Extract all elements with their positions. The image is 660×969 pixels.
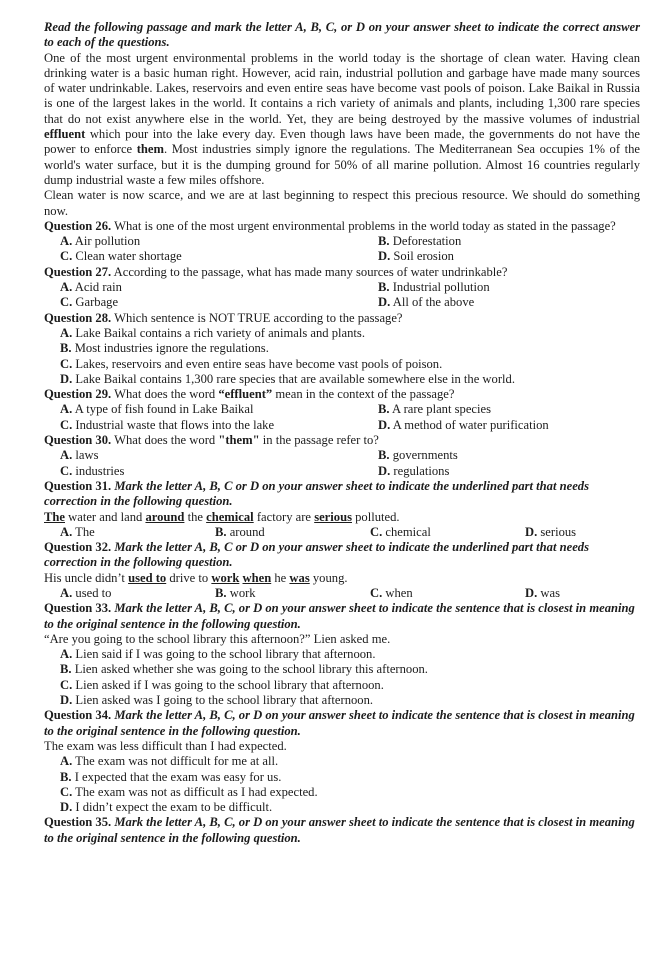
option-letter: B. (60, 662, 72, 677)
question-26-options (44, 234, 640, 265)
option-text: chemical (385, 524, 431, 539)
question-keyword: “effluent” (218, 387, 273, 402)
option-letter: A. (60, 585, 73, 600)
option-letter: A. (60, 325, 73, 340)
option-c[interactable] (60, 785, 640, 800)
option-text: Lien asked if I was going to the school library that afternoon. (75, 677, 384, 692)
question-instruction: Mark the letter A, B, C or D on your answer sheet to indicate the underlined part that needs correction in the following question. (44, 540, 589, 570)
question-keyword: "them" (218, 433, 260, 448)
option-text: used to (75, 585, 112, 600)
question-26 (44, 219, 640, 234)
option-text: The exam was not difficult for me at all. (75, 754, 279, 769)
option-text: was (540, 585, 560, 600)
option-c[interactable] (370, 525, 525, 540)
option-text: industries (75, 463, 125, 478)
option-text: The exam was not as difficult as I had expected. (75, 784, 318, 799)
question-text: Which sentence is NOT TRUE according to the passage? (114, 310, 403, 325)
underlined-part-d: serious (314, 509, 352, 524)
option-text: Most industries ignore the regulations. (74, 341, 269, 356)
question-text: According to the passage, what has made many sources of water undrinkable? (113, 264, 508, 279)
question-instruction: Mark the letter A, B, C, or D on your answer sheet to indicate the sentence that is closest in meaning to the original sentence in the following question. (44, 708, 635, 738)
option-text: Clean water shortage (75, 249, 182, 264)
option-text: Soil erosion (393, 249, 454, 264)
option-c[interactable] (60, 464, 378, 479)
option-letter: B. (215, 585, 227, 600)
option-text: A rare plant species (392, 402, 491, 417)
question-30 (44, 433, 640, 448)
option-letter: D. (525, 524, 538, 539)
option-a[interactable] (60, 448, 378, 463)
option-text: serious (540, 524, 577, 539)
passage-text: which pour into the lake every day. Even though laws have been made, the governments do not have the power to enforce (44, 127, 640, 157)
option-letter: C. (60, 784, 73, 799)
passage-keyword-effluent: effluent (44, 127, 86, 142)
underlined-part-d: was (289, 570, 310, 585)
question-text: What does the word (114, 433, 216, 448)
question-number: Question 27. (44, 264, 112, 279)
option-letter: B. (378, 234, 390, 249)
option-letter: A. (60, 402, 73, 417)
question-32 (44, 540, 640, 571)
option-letter: B. (60, 769, 72, 784)
question-text: What is one of the most urgent environmental problems in the world today as stated in the passage? (114, 218, 616, 233)
underlined-part-a: used to (128, 570, 167, 585)
sentence-text: water and land (68, 509, 143, 524)
option-text: Garbage (75, 295, 119, 310)
option-letter: B. (378, 448, 390, 463)
question-30-options (44, 448, 640, 479)
option-b[interactable] (378, 234, 640, 249)
question-number: Question 26. (44, 218, 112, 233)
option-a[interactable] (60, 586, 215, 601)
question-35 (44, 815, 640, 846)
question-instruction: Mark the letter A, B, C or D on your answer sheet to indicate the underlined part that needs correction in the following question. (44, 478, 589, 509)
option-text: regulations (393, 463, 450, 478)
question-text: mean in the context of the passage? (275, 387, 455, 402)
option-d[interactable] (525, 525, 640, 540)
sentence-text: drive to (169, 570, 209, 585)
question-number: Question 32. (44, 540, 112, 555)
option-text: Industrial pollution (392, 280, 490, 295)
option-text: Lakes, reservoirs and even entire seas have become vast pools of poison. (75, 356, 443, 371)
option-b[interactable] (215, 525, 370, 540)
sentence-text: His uncle didn’t (44, 570, 125, 585)
question-27 (44, 265, 640, 280)
option-d[interactable] (378, 418, 640, 433)
option-text: Acid rain (74, 280, 122, 295)
option-letter: D. (378, 463, 391, 478)
question-31 (44, 479, 640, 510)
option-letter: C. (60, 463, 73, 478)
passage-text: . Most industries simply ignore the regulations. The Mediterranean Sea occupies 1% of the world's water surface, but it is the dumping ground for 50% of all marine pollution. Almost 16 countries regularly dump industrial waste a few miles offshore. (44, 142, 640, 187)
question-number: Question 28. (44, 310, 112, 325)
underlined-part-b: work (211, 570, 240, 585)
option-text: Lake Baikal contains 1,300 rare species that are available somewhere else in the world. (75, 371, 515, 386)
option-text: All of the above (392, 295, 475, 310)
option-text: Lien asked whether she was going to the school library this afternoon. (74, 662, 428, 677)
option-text: laws (75, 448, 99, 463)
option-letter: A. (60, 647, 73, 662)
option-d[interactable] (525, 586, 640, 601)
option-text: The (75, 524, 95, 539)
option-letter: D. (378, 295, 391, 310)
option-d[interactable] (378, 249, 640, 264)
question-text: What does the word (114, 387, 216, 402)
option-letter: C. (370, 585, 383, 600)
option-letter: D. (60, 800, 73, 815)
question-number: Question 29. (44, 387, 112, 402)
option-text: Lake Baikal contains a rich variety of animals and plants. (75, 325, 365, 340)
option-text: I expected that the exam was easy for us. (74, 769, 282, 784)
option-letter: D. (378, 417, 391, 432)
question-number: Question 33. (44, 601, 112, 616)
option-a[interactable] (60, 234, 378, 249)
option-d[interactable] (60, 693, 640, 708)
option-text: I didn’t expect the exam to be difficult. (75, 800, 273, 815)
passage-keyword-them: them (136, 142, 165, 157)
question-text: in the passage refer to? (262, 433, 379, 448)
question-32-sentence (44, 571, 640, 586)
option-letter: A. (60, 234, 73, 249)
option-letter: D. (60, 371, 73, 386)
option-a[interactable] (60, 754, 640, 769)
option-letter: B. (215, 524, 227, 539)
question-27-options (44, 280, 640, 311)
option-text: around (229, 524, 265, 539)
option-letter: C. (60, 295, 73, 310)
option-text: governments (392, 448, 458, 463)
option-letter: D. (525, 585, 538, 600)
option-d[interactable] (378, 464, 640, 479)
question-instruction: Mark the letter A, B, C, or D on your answer sheet to indicate the sentence that is closest in meaning to the original sentence in the following question. (44, 815, 635, 845)
question-33-sentence: “Are you going to the school library this afternoon?” Lien asked me. (44, 631, 391, 646)
question-33 (44, 601, 640, 632)
option-text: A method of water purification (392, 417, 549, 432)
sentence-text: young. (312, 570, 348, 585)
sentence-text: polluted. (355, 509, 400, 524)
option-c[interactable] (60, 357, 640, 372)
option-c[interactable] (60, 249, 378, 264)
question-32-options (44, 586, 640, 601)
question-33-options (44, 647, 640, 708)
option-a[interactable] (60, 647, 640, 662)
option-letter: A. (60, 448, 73, 463)
passage-paragraph-1 (44, 51, 640, 189)
option-letter: A. (60, 524, 73, 539)
option-letter: A. (60, 280, 73, 295)
option-b[interactable] (378, 448, 640, 463)
option-c[interactable] (370, 586, 525, 601)
passage-paragraph-2: Clean water is now scarce, and we are at last beginning to respect this precious resource. We should do something now. (44, 188, 640, 218)
option-text: when (385, 585, 413, 600)
option-letter: D. (378, 249, 391, 264)
option-d[interactable] (60, 800, 640, 815)
sentence-text: he (274, 570, 287, 585)
option-text: Deforestation (392, 234, 462, 249)
option-letter: C. (60, 249, 73, 264)
question-29 (44, 387, 640, 402)
underlined-part-b: around (145, 509, 185, 524)
question-28-options (44, 326, 640, 387)
option-letter: C. (60, 417, 73, 432)
instruction: Read the following passage and mark the letter A, B, C, or D on your answer sheet to indicate the correct answer to each of the questions. (44, 20, 640, 50)
option-text: work (229, 585, 256, 600)
question-31-options (44, 525, 640, 540)
sentence-text: factory are (256, 509, 312, 524)
option-d[interactable] (60, 372, 640, 387)
option-letter: D. (60, 693, 73, 708)
option-letter: C. (370, 524, 383, 539)
option-text: Air pollution (74, 234, 141, 249)
option-c[interactable] (60, 678, 640, 693)
question-number: Question 30. (44, 433, 112, 448)
option-letter: B. (60, 341, 72, 356)
option-b[interactable] (378, 402, 640, 417)
option-b[interactable] (60, 770, 640, 785)
option-letter: B. (378, 402, 390, 417)
option-c[interactable] (60, 295, 378, 310)
question-number: Question 34. (44, 708, 112, 723)
question-29-options (44, 402, 640, 433)
underlined-part-a: The (44, 509, 65, 524)
option-letter: C. (60, 677, 73, 692)
underlined-part-c: chemical (206, 509, 254, 524)
option-b[interactable] (378, 280, 640, 295)
option-a[interactable] (60, 326, 640, 341)
question-number: Question 31. (44, 478, 112, 493)
option-a[interactable] (60, 280, 378, 295)
option-text: Industrial waste that flows into the lake (75, 417, 275, 432)
option-text: Lien said if I was going to the school library that afternoon. (75, 647, 376, 662)
question-34 (44, 708, 640, 739)
passage-text: One of the most urgent environmental problems in the world today is the shortage of clean water. Having clean drinking water is a basic human right. However, acid rain, industrial pollution and garbage have made many sources of water undrinkable. Lakes, reservoirs and even entire seas have become vast pools of poison. Lake Baikal in Russia is one of the largest lakes in the world. It contains a rich variety of animals and plants, including 1,300 rare species that do not exist anywhere else in the world. Yet, they are being destroyed by the massive volumes of industrial (44, 50, 640, 126)
underlined-part-c: when (242, 570, 272, 585)
option-letter: B. (378, 280, 390, 295)
option-b[interactable] (60, 662, 640, 677)
option-text: Lien asked was I going to the school library that afternoon. (75, 693, 374, 708)
question-28 (44, 311, 640, 326)
option-c[interactable] (60, 418, 378, 433)
question-31-sentence (44, 510, 640, 525)
option-a[interactable] (60, 525, 215, 540)
question-34-options (44, 754, 640, 815)
question-34-sentence: The exam was less difficult than I had expected. (44, 738, 287, 753)
option-text: A type of fish found in Lake Baikal (74, 402, 254, 417)
option-letter: C. (60, 356, 73, 371)
sentence-text: the (187, 509, 203, 524)
question-instruction: Mark the letter A, B, C, or D on your answer sheet to indicate the sentence that is closest in meaning to the original sentence in the following question. (44, 601, 635, 631)
option-d[interactable] (378, 295, 640, 310)
question-number: Question 35. (44, 815, 112, 830)
option-b[interactable] (60, 341, 640, 356)
option-a[interactable] (60, 402, 378, 417)
option-b[interactable] (215, 586, 370, 601)
option-letter: A. (60, 754, 73, 769)
